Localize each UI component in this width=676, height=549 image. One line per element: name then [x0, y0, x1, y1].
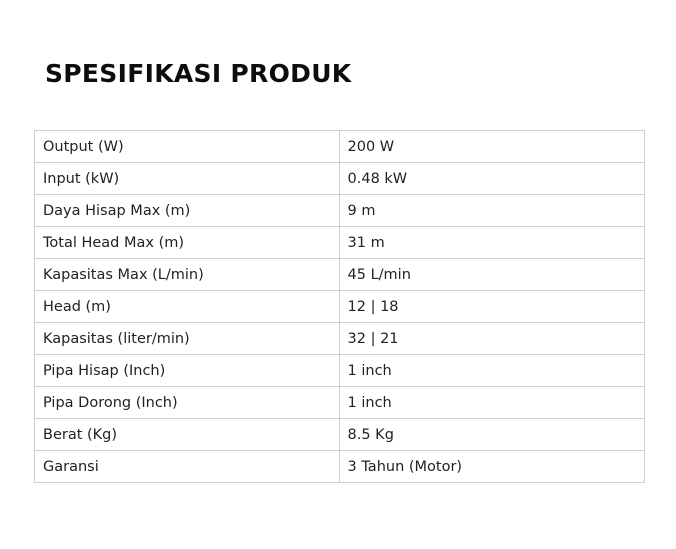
- spec-label: Pipa Hisap (Inch): [35, 355, 340, 387]
- table-row: [35, 419, 645, 451]
- table-row: [35, 195, 645, 227]
- spec-value: 31 m: [339, 227, 644, 259]
- spec-value: 9 m: [339, 195, 644, 227]
- spec-label: Kapasitas Max (L/min): [35, 259, 340, 291]
- table-row: [35, 163, 645, 195]
- spec-value: 45 L/min: [339, 259, 644, 291]
- spec-value: 200 W: [339, 131, 644, 163]
- spec-label: Input (kW): [35, 163, 340, 195]
- table-row: [35, 355, 645, 387]
- spec-value: 0.48 kW: [339, 163, 644, 195]
- spec-label: Head (m): [35, 291, 340, 323]
- spec-label: Total Head Max (m): [35, 227, 340, 259]
- spec-value: 12 | 18: [339, 291, 644, 323]
- spec-label: Output (W): [35, 131, 340, 163]
- spec-label: Berat (Kg): [35, 419, 340, 451]
- spec-table: [34, 130, 645, 483]
- spec-value: 3 Tahun (Motor): [339, 451, 644, 483]
- table-row: [35, 451, 645, 483]
- spec-value: 8.5 Kg: [339, 419, 644, 451]
- spec-label: Garansi: [35, 451, 340, 483]
- spec-value: 1 inch: [339, 355, 644, 387]
- table-row: [35, 259, 645, 291]
- spec-value: 1 inch: [339, 387, 644, 419]
- table-row: [35, 227, 645, 259]
- table-row: [35, 291, 645, 323]
- page-title: SPESIFIKASI PRODUK: [45, 59, 352, 88]
- table-row: [35, 387, 645, 419]
- spec-value: 32 | 21: [339, 323, 644, 355]
- table-row: [35, 131, 645, 163]
- spec-label: Daya Hisap Max (m): [35, 195, 340, 227]
- table-row: [35, 323, 645, 355]
- spec-label: Kapasitas (liter/min): [35, 323, 340, 355]
- spec-label: Pipa Dorong (Inch): [35, 387, 340, 419]
